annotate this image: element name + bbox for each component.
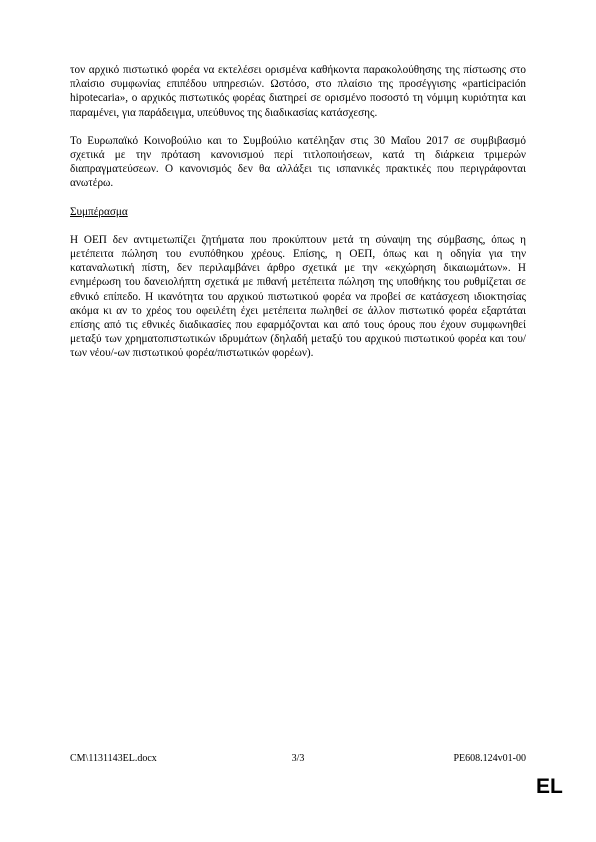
paragraph-servicing: τον αρχικό πιστωτικό φορέα να εκτελέσει ορισμένα καθήκοντα παρακολούθησης της πίστωσης στο πλαίσιο συμφωνίας επιπέδου υπηρεσιών. Ωστόσο, στο πλαίσιο της προσέγγισης «participación hipotecaria», ο αρχικός πιστωτικός φορέας διατηρεί σε ορισμένο ποσοστό τη νόμιμη κυριότητα και παραμένει, για παράδειγμα, υπεύθυνος της διαδικασίας κατάσχεσης. (70, 64, 526, 119)
page-number: 3/3 (291, 753, 305, 764)
document-body (70, 63, 526, 361)
paragraph-conclusion: Η ΟΕΠ δεν αντιμετωπίζει ζητήματα που προκύπτουν μετά τη σύναψη της σύμβασης, όπως η μετέπειτα πώληση του ενυπόθηκου χρέους. Επίσης, η ΟΕΠ, όπως και η οδηγία για την καταναλωτική πίστη, δεν περιλαμβάνει άρθρο σχετικά με την «εκχώρηση δικαιωμάτων». Η ενημέρωση του δανειολήπτη σχετικά με πιθανή μετέπειτα πώληση της υποθήκης του ρυθμίζεται σε εθνικό επίπεδο. Η ικανότητα του αρχικού πιστωτικού φορέα να προβεί σε κατάσχεση ιδιοκτησίας ακόμα κι αν το χρέος του οφειλέτη έχει μετέπειτα πωληθεί σε άλλον πιστωτικό φορέα εξαρτάται επίσης από τις εθνικές διαδικασίες που εφαρμόζονται και από τους όρους που έχουν συμφωνηθεί μεταξύ των χρηματοπιστωτικών ιδρυμάτων (δηλαδή μεταξύ του αρχικού πιστωτικού φορέα και του/των νέου/-ων πιστωτικού φορέα/πιστωτικών φορέων). (70, 233, 526, 360)
language-code: EL (536, 775, 563, 798)
document-reference: CM\1131143EL.docx (70, 753, 157, 764)
paragraph-securitisation: Το Ευρωπαϊκό Κοινοβούλιο και το Συμβούλιο κατέληξαν στις 30 Μαΐου 2017 σε συμβιβασμό σχετικά με την πρόταση κανονισμού περί τιτλοποιήσεων, κατά τη διάρκεια τριμερών διαπραγματεύσεων. Ο κανονισμός δεν θα αλλάξει τις ισπανικές πρακτικές που περιγράφονται ανωτέρω. (70, 134, 526, 190)
section-heading-conclusion: Συμπέρασμα (70, 205, 128, 218)
pe-reference: PE608.124v01-00 (453, 753, 526, 764)
